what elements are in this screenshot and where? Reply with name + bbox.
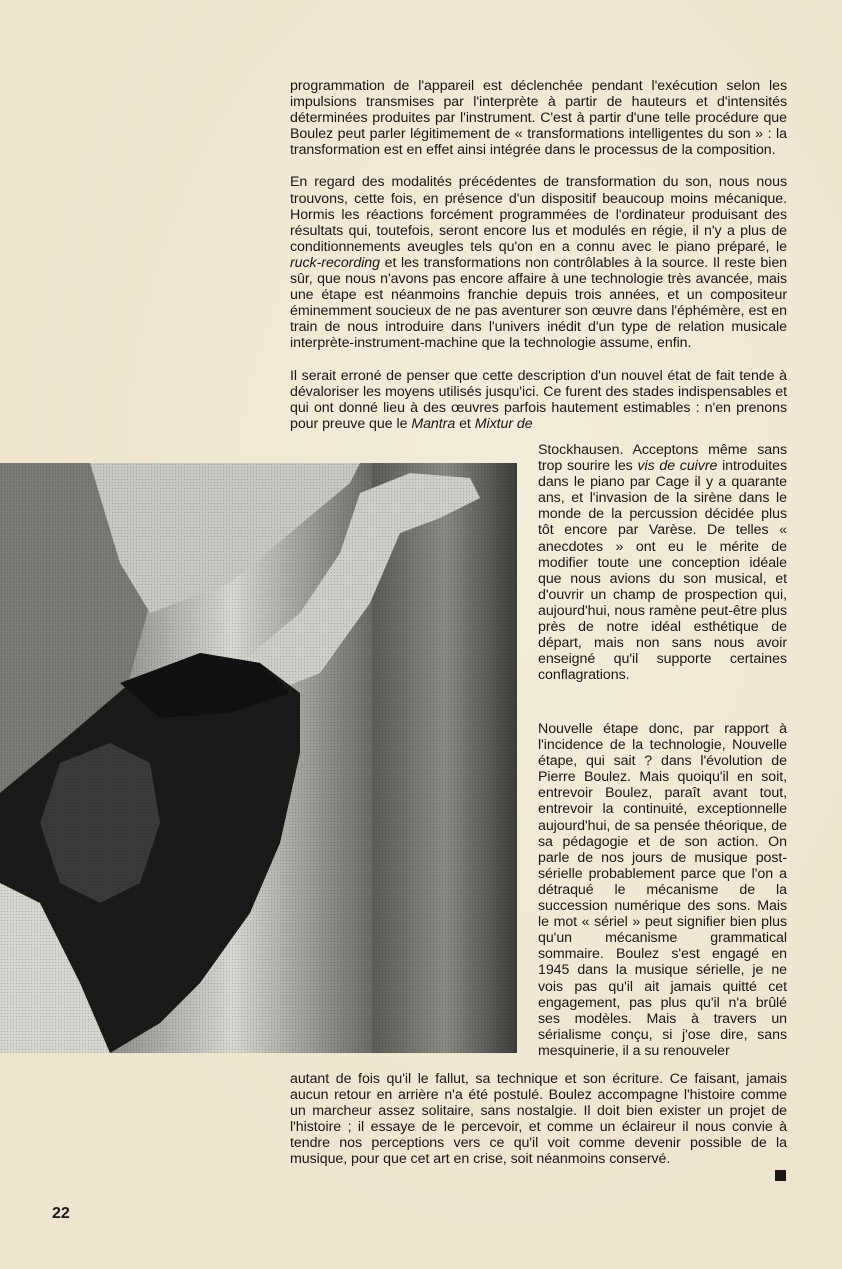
conductor-photograph: [0, 463, 517, 1053]
text-run: et: [455, 415, 475, 432]
paragraph: autant de fois qu'il le fallut, sa technique et son écriture. Ce faisant, jamais aucun retour en arrière n'a été postulé. Boulez accompagne l'histoire comme un marcheur assez solitaire, sans nostalgie. Il doit bien exister un projet de l'histoire ; il essaye de le percevoir, et comme un éclaireur il nous convie à tendre nos perceptions vers ce qu'il voit comme devenir possible de la musique, pour que cet art en crise, soit néanmoins conservé.: [290, 1071, 787, 1168]
paragraph: [538, 442, 787, 683]
emphasis-term: ruck-recording: [290, 254, 380, 271]
page-number: 22: [52, 1205, 70, 1222]
text-run: Stockhausen. Acceptons même sans trop sourire les: [538, 442, 787, 475]
paragraph: [290, 174, 787, 351]
text-run: Il serait erroné de penser que cette description d'un nouvel état de fait tende à dévaloriser les moyens utilisés jusqu'ici. Ce furent des stades indispensables et qui ont donné lieu à des œuvres parfois hautement estimables : n'en prenons pour preuve que le: [290, 367, 787, 432]
text-run: introduites dans le piano par Cage il y a quarante ans, et l'invasion de la sirène dans le monde de la percussion décidée plus tôt encore par Varèse. De telles « anecdotes » ont eu le mérite de modifier toute une conception idéale que nous avions du son musical, et d'ouvrir un champ de prospection qui, aujourd'hui, nous ramène peut-être plus près de notre idéal esthétique de départ, mais non sans nous avoir enseigné qu'il supporte certaines conflagrations.: [538, 458, 787, 684]
paragraph: programmation de l'appareil est déclenchée pendant l'exécution selon les impulsions transmises par l'interprète à partir de hauteurs et d'intensités déterminées produites par l'instrument. C'est à partir d'une telle procédure que Boulez peut parler légitimement de « transformations intelligentes du son » : la transformation est en effet ainsi intégrée dans le processus de la composition.: [290, 78, 787, 159]
end-of-article-square-icon: [775, 1170, 786, 1181]
article-text-bottom: [290, 1071, 787, 1168]
article-text-side-2: [538, 721, 787, 1059]
paragraph: [290, 368, 787, 432]
emphasis-term: vis de cuivre: [637, 458, 718, 475]
article-text-side-1: [538, 442, 787, 683]
emphasis-title: Mixtur de: [474, 415, 533, 432]
article-text-top: [290, 78, 787, 432]
text-run: En regard des modalités précédentes de transformation du son, nous nous trouvons, cette fois, en présence d'un dispositif beaucoup moins mécanique. Hormis les réactions forcément programmées de l'ordinateur produisant des résultats qui, toutefois, seront encore lus et modulés en régie, il n'y a plus de conditionnements aveugles tels qu'on en a connu avec le piano préparé, le: [290, 174, 787, 255]
text-run: et les transformations non contrôlables à la source. Il reste bien sûr, que nous n'avons pas encore affaire à une technologie très avancée, mais une étape est néanmoins franchie depuis trois années, et un compositeur éminemment soucieux de ne pas aventurer son œuvre dans l'éphémère, est en train de nous introduire dans l'univers inédit d'un type de relation musicale interprète-instrument-machine que la technologie assume, enfin.: [290, 254, 787, 352]
paragraph: Nouvelle étape donc, par rapport à l'incidence de la technologie, Nouvelle étape, qui sait ? dans l'évolution de Pierre Boulez. Mais quoiqu'il en soit, entrevoir Boulez, paraît avant tout, entrevoir la continuité, exceptionnelle aujourd'hui, de sa pensée théorique, de sa pédagogie et de son action. On parle de nos jours de musique post-sérielle probablement parce que l'on a détraqué le mécanisme de la succession numérique des sons. Mais le mot « sériel » peut signifier bien plus qu'un mécanisme grammatical sommaire. Boulez s'est engagé en 1945 dans la musique sérielle, je ne vois pas qu'il ait jamais quitté cet engagement, pas plus qu'il n'a brûlé ses modèles. Mais à travers un sérialisme conçu, si j'ose dire, sans mesquinerie, il a su renouveler: [538, 721, 787, 1059]
emphasis-title: Mantra: [411, 415, 456, 432]
